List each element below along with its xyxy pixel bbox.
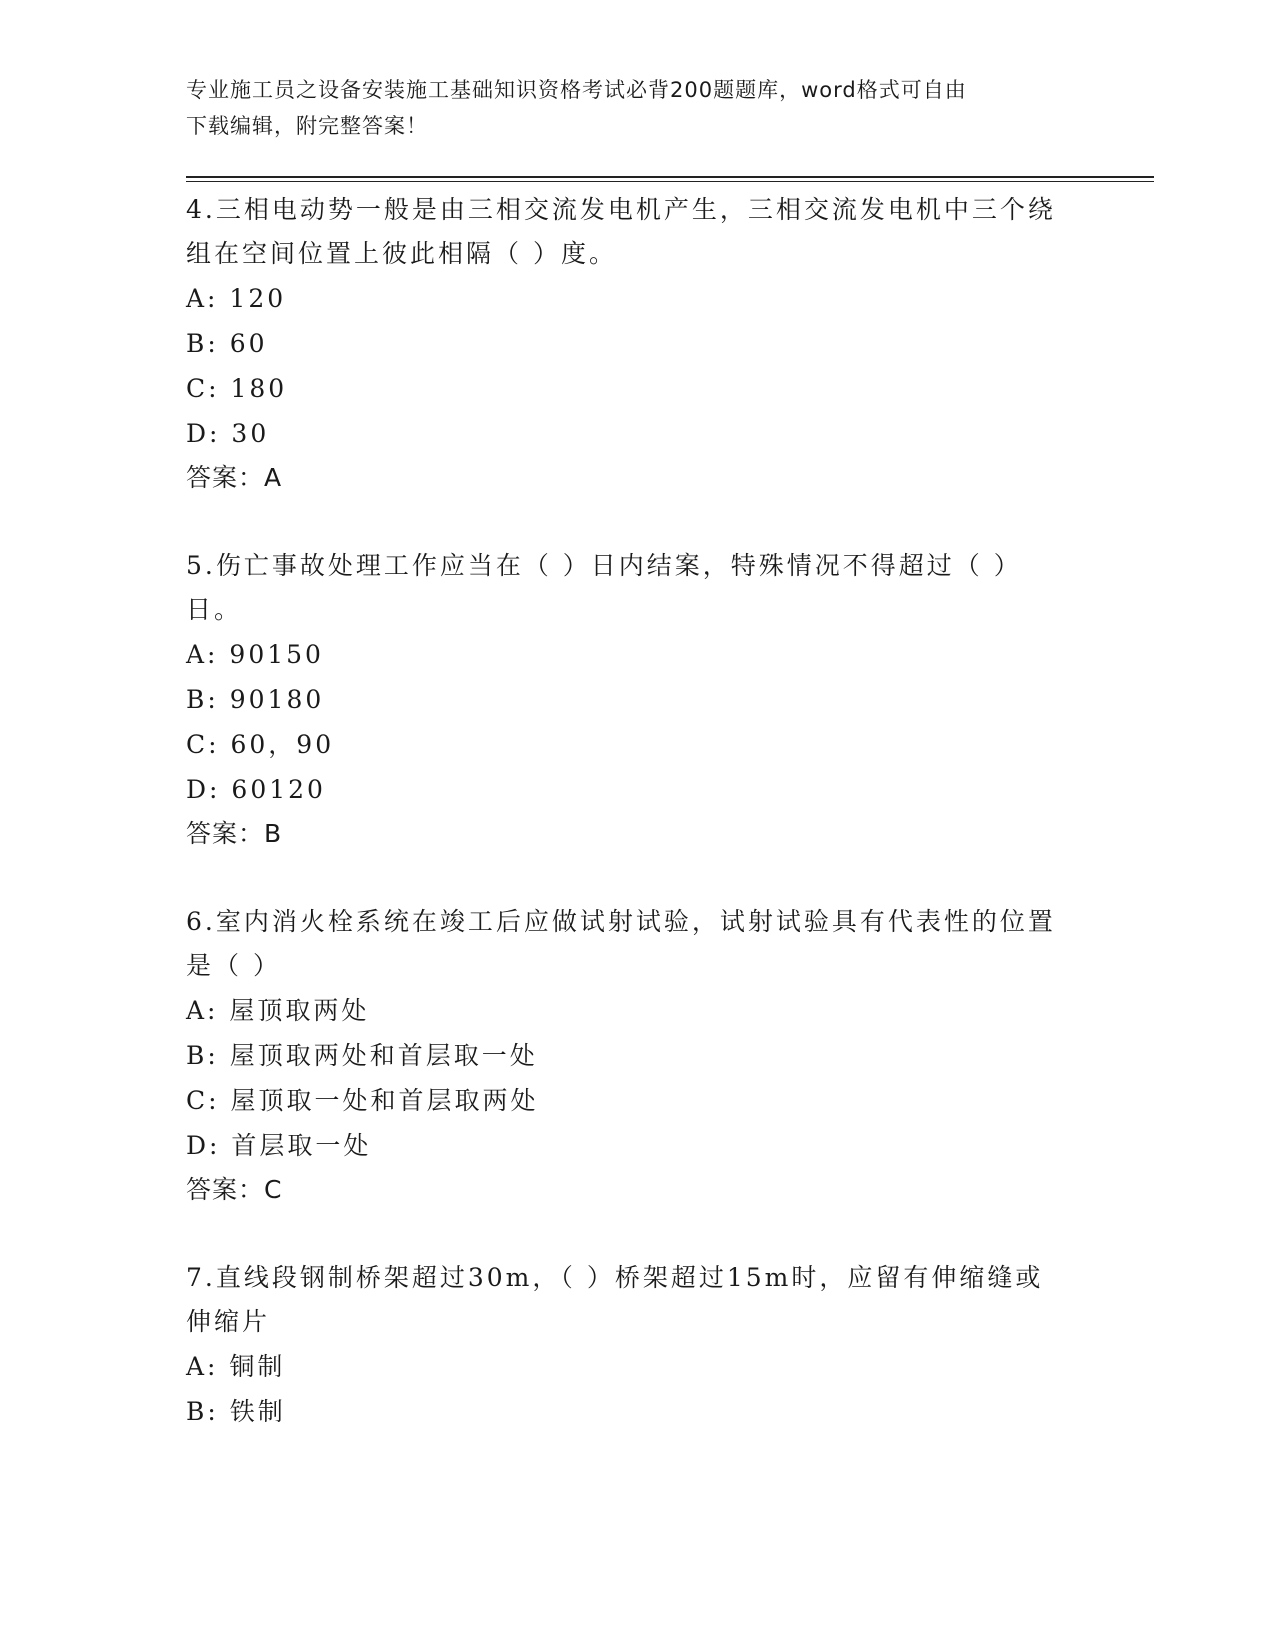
option-a: A: 120 [186, 284, 287, 313]
option-d: D: 30 [186, 419, 270, 448]
option-b: B: 铁制 [186, 1397, 286, 1426]
option-b: B: 60 [186, 329, 268, 358]
answer-line: 答案：B [186, 819, 283, 848]
answer-line: 答案：A [186, 463, 283, 492]
option-b: B: 屋顶取两处和首层取一处 [186, 1041, 538, 1070]
question-7 [186, 1256, 1086, 1434]
question-6 [186, 900, 1086, 1212]
question-stem: 6.室内消火栓系统在竣工后应做试射试验，试射试验具有代表性的位置是（ ） [186, 907, 1056, 980]
question-5 [186, 544, 1086, 856]
question-list [186, 188, 1086, 1478]
option-c: C: 180 [186, 374, 288, 403]
document-header [186, 72, 1066, 144]
option-c: C: 60，90 [186, 730, 335, 759]
option-a: A: 90150 [186, 640, 324, 669]
option-a: A: 铜制 [186, 1352, 286, 1381]
question-4 [186, 188, 1086, 500]
question-stem: 7.直线段钢制桥架超过30m，（ ）桥架超过15m时，应留有伸缩缝或伸缩片 [186, 1263, 1044, 1336]
option-d: D: 60120 [186, 775, 326, 804]
option-c: C: 屋顶取一处和首层取两处 [186, 1086, 539, 1115]
answer-line: 答案：C [186, 1175, 283, 1204]
question-stem: 4.三相电动势一般是由三相交流发电机产生，三相交流发电机中三个绕组在空间位置上彼此相隔（ ）度。 [186, 195, 1056, 268]
option-b: B: 90180 [186, 685, 325, 714]
header-title-line-1: 专业施工员之设备安装施工基础知识资格考试必背200题题库，word格式可自由 [186, 78, 967, 102]
option-a: A: 屋顶取两处 [186, 996, 370, 1025]
question-stem: 5.伤亡事故处理工作应当在（ ）日内结案，特殊情况不得超过（ ）日。 [186, 551, 1022, 624]
header-divider-thick [186, 176, 1154, 178]
option-d: D: 首层取一处 [186, 1131, 372, 1160]
header-title-line-2: 下载编辑，附完整答案！ [186, 114, 428, 138]
header-divider-thin [186, 181, 1154, 182]
